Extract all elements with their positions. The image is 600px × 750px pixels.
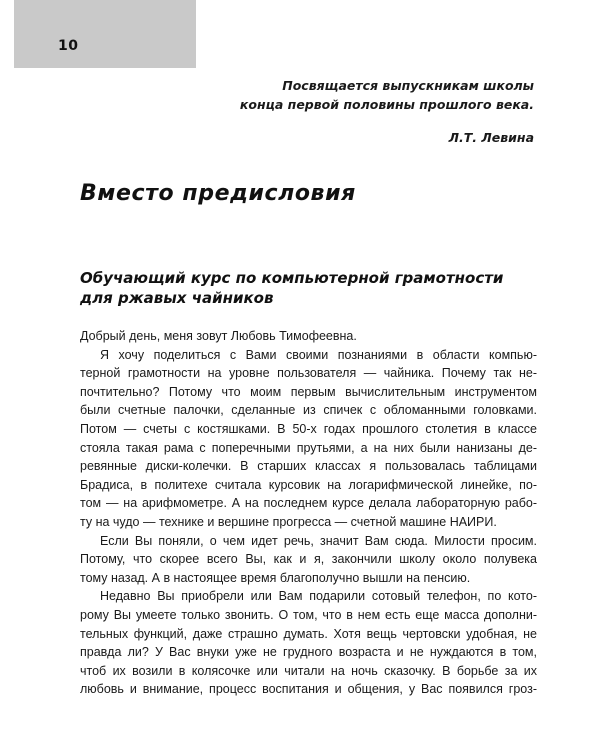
body-line: Если Вы поняли, о чем идет речь, значит Вам сюда. Милости просим. <box>100 533 537 548</box>
section-title-line: Обучающий курс по компьютерной грамотности <box>80 269 504 287</box>
section-title-line: для ржавых чайников <box>80 289 274 307</box>
page-number: 10 <box>58 38 79 54</box>
body-line: любовь и внимание, процесс воспитания и общения, у Вас появился гроз- <box>80 682 537 697</box>
page-number-tab <box>14 0 196 68</box>
body-line: Добрый день, меня зовут Любовь Тимофеевна. <box>80 329 357 343</box>
body-line: чтоб их возили в колясочке или читали на ночь сказочку. В борьбе за их <box>80 663 537 678</box>
body-line: почтительно? Потому что моим первым вычислительным инструментом <box>80 384 537 399</box>
body-line: рому Вы умеете только звонить. О том, что в нем есть еще масса дополни- <box>80 607 537 622</box>
body-line: тому назад. А в настоящее время благополучно вышли на пенсию. <box>80 570 471 585</box>
body-line: тельных функций, даже страшно думать. Хотя вещь чертовски удобная, не <box>80 626 537 641</box>
dedication-line: конца первой половины прошлого века. <box>239 97 534 112</box>
body-line: ту на чудо — технике и вершине прогресса — счетной машине НАИРИ. <box>80 514 497 529</box>
body-line: были счетные палочки, сделанные из спичек с обломанными головками. <box>80 403 537 418</box>
body-line: Я хочу поделиться с Вами своими познаниями в области компью- <box>100 347 537 362</box>
body-line: правда ли? У Вас внуки уже не грудного возраста и не нуждаются в том, <box>80 645 537 660</box>
body-line: Недавно Вы приобрели или Вам подарили сотовый телефон, по кото- <box>100 589 537 604</box>
dedication-line: Посвящается выпускникам школы <box>282 78 534 93</box>
body-line: Потом — счеты с костяшками. В 50-х годах прошлого столетия в классе <box>80 421 537 436</box>
body-line: Потому, что скорее всего Вы, как и я, закончили школу около полувека <box>80 552 537 567</box>
body-line: ревянные диски-колечки. В старших классах я пользовалась таблицами <box>80 459 537 474</box>
body-line: Брадиса, в политехе считала курсовик на логарифмической линейке, по- <box>80 477 537 492</box>
chapter-title: Вместо предисловия <box>80 181 356 206</box>
dedication <box>94 76 534 114</box>
body-line: стояла такая рама с поперечными прутьями, а на них были нанизаны де- <box>80 440 537 455</box>
body-line: том — на арифмометре. А на последнем курсе делала лабораторную рабо- <box>80 496 537 511</box>
section-title <box>80 268 540 308</box>
body-text <box>80 327 537 699</box>
body-line: терной грамотности на уровне пользователя — чайника. Почему так не- <box>80 366 537 381</box>
dedication-author: Л.Т. Левина <box>448 130 534 145</box>
